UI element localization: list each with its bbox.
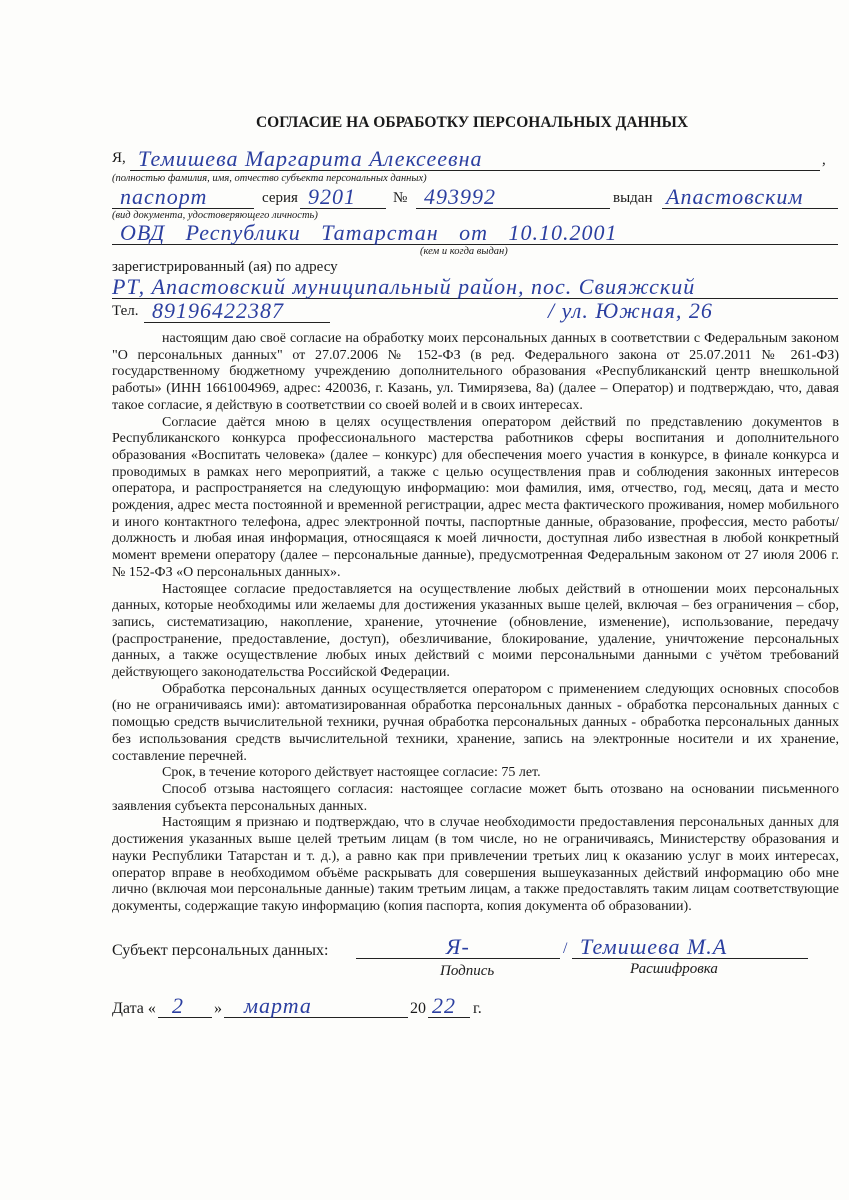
doc-type-handwritten: паспорт xyxy=(120,184,208,209)
paragraph-consent: настоящим даю своё согласие на обработку моих персональных данных в соответствии с Федеральным законом "О персональных данных" от 27.07.2006 № 152-ФЗ (в ред. Федерального закона от 25.07.2011 № 261-ФЗ) государственному бюджетному учреждению дополнительного образования «Республиканский центр внешкольной работы» (ИНН 1661004969, адрес: 420036, г. Казань, ул. Тимирязева, 8а) (далее – Оператор) и подтверждаю, что, давая такое согласие, я действую в соответствии со своей волей и в своих интересах. xyxy=(112,331,839,413)
doc-type-field[interactable] xyxy=(112,186,254,209)
issued-by-handwritten-1: Апастовским xyxy=(666,184,804,209)
consent-body xyxy=(112,331,839,916)
slash: / xyxy=(563,940,568,957)
paragraph-actions: Настоящее согласие предоставляется на осуществление любых действий в отношении моих персональных данных, которые необходимы или желаемы для достижения указанных выше целей, включая – без ограничения – сбор, запись, систематизацию, накопление, хранение, уточнение (обновление, изменение), использование, передачу (распространение, предоставление, доступ), обезличивание, блокирование, удаление, уничтожение персональных данных, а также осуществление любых иных действий с моими персональными данными с учётом требований действующего законодательства Российской Федерации. xyxy=(112,581,839,681)
issued-caption: (кем и когда выдан) xyxy=(420,246,508,257)
address-label: зарегистрированный (ая) по адресу xyxy=(112,259,338,275)
decoded-name-handwritten: Темишева М.А xyxy=(580,934,728,959)
address-handwritten-1: РТ, Апастовский муниципальный район, пос. Свияжский xyxy=(112,274,696,299)
address-field[interactable] xyxy=(112,276,838,299)
paragraph-methods: Обработка персональных данных осуществляется оператором с применением следующих основных способов (но не ограничиваясь ими): автоматизированная обработка персональных данных - обработка персональных данных с помощью средств вычислительной техники, ручная обработка персональных данных - обработка персональных данных без использования средств вычислительной техники, хранение, запись на электронные носители и их хранение, составление перечней. xyxy=(112,681,839,764)
document-title: СОГЛАСИЕ НА ОБРАБОТКУ ПЕРСОНАЛЬНЫХ ДАННЫХ xyxy=(255,114,689,131)
issued-by-handwritten-2: ОВД Республики Татарстан от 10.10.2001 xyxy=(120,220,618,245)
date-label: Дата « xyxy=(112,1000,156,1017)
signature-caption: Подпись xyxy=(440,963,495,979)
issued-label: выдан xyxy=(613,190,653,206)
date-century: 20 xyxy=(410,1000,426,1017)
date-day-field[interactable] xyxy=(158,995,212,1018)
number-handwritten: 493992 xyxy=(424,184,496,209)
date-close-quote: » xyxy=(214,1000,222,1017)
date-day-handwritten: 2 xyxy=(172,993,184,1018)
signature-mark: Я- xyxy=(446,934,470,959)
full-name-caption: (полностью фамилия, имя, отчество субъекта персональных данных) xyxy=(112,173,427,184)
series-handwritten: 9201 xyxy=(308,184,356,209)
paragraph-revocation: Способ отзыва настоящего согласия: настоящее согласие может быть отозвано на основании письменного заявления субъекта персональных данных. xyxy=(112,781,839,814)
paragraph-third-parties: Настоящим я признаю и подтверждаю, что в случае необходимости предоставления персональных данных для достижения указанных выше целей третьим лицам (в том числе, но не ограничиваясь, Министерству образования и науки Республики Татарстан и т. д.), а равно как при привлечении третьих лиц к оказанию услуг в моих интересах, оператор вправе в необходимом объёме раскрывать для совершения вышеуказанных действий информацию обо мне лично (включая мои персональные данные) таким третьим лицам, а также предоставлять таким лицам соответствующие документы, содержащие такую информацию (копия паспорта, копия документа об образовании). xyxy=(112,815,839,914)
date-year-handwritten: 22 xyxy=(432,993,456,1018)
full-name-field[interactable] xyxy=(130,148,820,171)
phone-label: Тел. xyxy=(112,303,139,319)
paragraph-term: Срок, в течение которого действует настоящее согласие: 75 лет. xyxy=(162,765,541,781)
number-label: № xyxy=(393,190,408,206)
issued-by-field-1[interactable] xyxy=(662,186,838,209)
address-handwritten-2: / ул. Южная, 26 xyxy=(548,298,713,323)
subject-label: Субъект персональных данных: xyxy=(112,942,329,959)
phone-handwritten: 89196422387 xyxy=(152,298,284,323)
full-name-handwritten: Темишева Маргарита Алексеевна xyxy=(138,146,483,171)
date-suffix: г. xyxy=(473,1000,482,1017)
signature-date-block xyxy=(0,936,849,1056)
date-month-handwritten: марта xyxy=(244,993,312,1018)
series-label: серия xyxy=(262,190,298,206)
date-month-field[interactable] xyxy=(224,995,408,1018)
issued-by-field-2[interactable] xyxy=(112,222,838,245)
doc-caption: (вид документа, удостоверяющего личность) xyxy=(112,210,318,221)
date-year-field[interactable] xyxy=(428,995,470,1018)
comma: , xyxy=(822,152,826,168)
number-field[interactable] xyxy=(416,186,610,209)
decoded-name-field[interactable] xyxy=(572,936,808,959)
ya-label: Я, xyxy=(112,150,126,166)
phone-field[interactable] xyxy=(144,300,330,323)
decoding-caption: Расшифровка xyxy=(630,961,718,977)
signature-field[interactable] xyxy=(356,936,560,959)
paragraph-purpose: Согласие даётся мною в целях осуществления оператором действий по представлению документов в Республиканского конкурса профессионального мастерства работников сферы воспитания и дополнительного образования «Воспитать человека» (далее – конкурс) для обеспечения моего участия в конкурсе, в финале конкурса и проводимых в рамках него мероприятий, а также с целью осуществления прав и соблюдения законных интересов оператора, и распространяется на следующую информацию: мои фамилия, имя, отчество, год, месяц, дата и место рождения, адрес места постоянной и временной регистрации, адрес места фактического проживания, номер мобильного и иного контактного телефона, адрес электронной почты, паспортные данные, образование, профессия, место работы/должность и любая иная информация, относящаяся к моей личности, доступная либо известная в любой конкретный момент времени оператору (далее – персональные данные), предусмотренная Федеральным законом от 27 июля 2006 г. № 152-ФЗ «О персональных данных». xyxy=(112,414,839,580)
series-field[interactable] xyxy=(300,186,386,209)
